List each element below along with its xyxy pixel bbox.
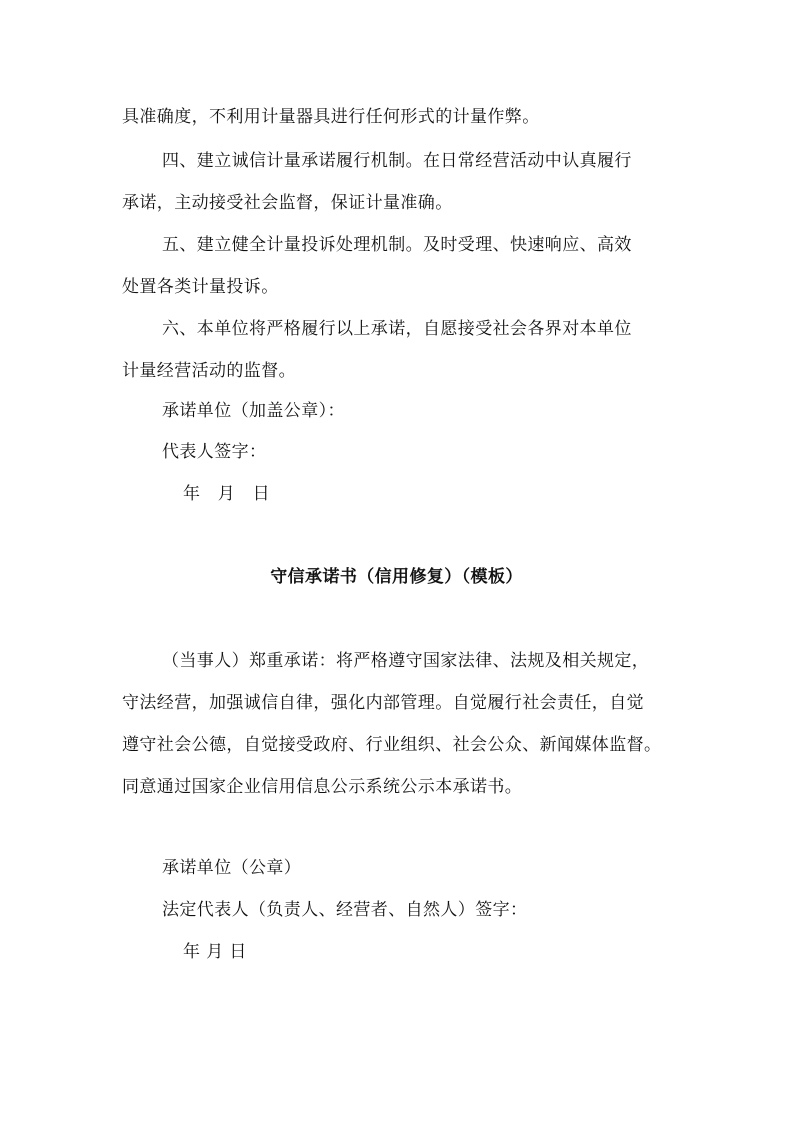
representative-signature-label: 代表人签字： [162, 442, 267, 462]
item-6-line-1: 六、本单位将严格履行以上承诺，自愿接受社会各界对本单位 [162, 319, 632, 339]
item-5-line-2: 处置各类计量投诉。 [122, 277, 279, 297]
page-title: 守信承诺书（信用修复）（模板） [270, 567, 523, 587]
date-label-2: 年 月 日 [183, 942, 247, 962]
commitment-paragraph-line-1: （当事人）郑重承诺：将严格遵守国家法律、法规及相关规定， [162, 651, 650, 671]
date-label: 年 月 日 [183, 484, 270, 504]
item-6-line-2: 计量经营活动的监督。 [122, 361, 296, 381]
commitment-paragraph-line-4: 同意通过国家企业信用信息公示系统公示本承诺书。 [122, 777, 523, 797]
paragraph-line: 具准确度，不利用计量器具进行任何形式的计量作弊。 [122, 107, 540, 127]
commitment-unit-label: 承诺单位（加盖公章）： [162, 401, 345, 421]
commitment-paragraph-line-3: 遵守社会公德，自觉接受政府、行业组织、社会公众、新闻媒体监督。 [122, 735, 662, 755]
commitment-paragraph-line-2: 守法经营，加强诚信自律，强化内部管理。自觉履行社会责任，自觉 [122, 693, 644, 713]
commitment-unit-seal-label: 承诺单位（公章） [162, 858, 302, 878]
item-5-line-1: 五、建立健全计量投诉处理机制。及时受理、快速响应、高效 [162, 235, 632, 255]
item-4-line-2: 承诺，主动接受社会监督，保证计量准确。 [122, 193, 453, 213]
legal-representative-signature-label: 法定代表人（负责人、经营者、自然人）签字： [162, 900, 528, 920]
item-4-line-1: 四、建立诚信计量承诺履行机制。在日常经营活动中认真履行 [162, 151, 632, 171]
